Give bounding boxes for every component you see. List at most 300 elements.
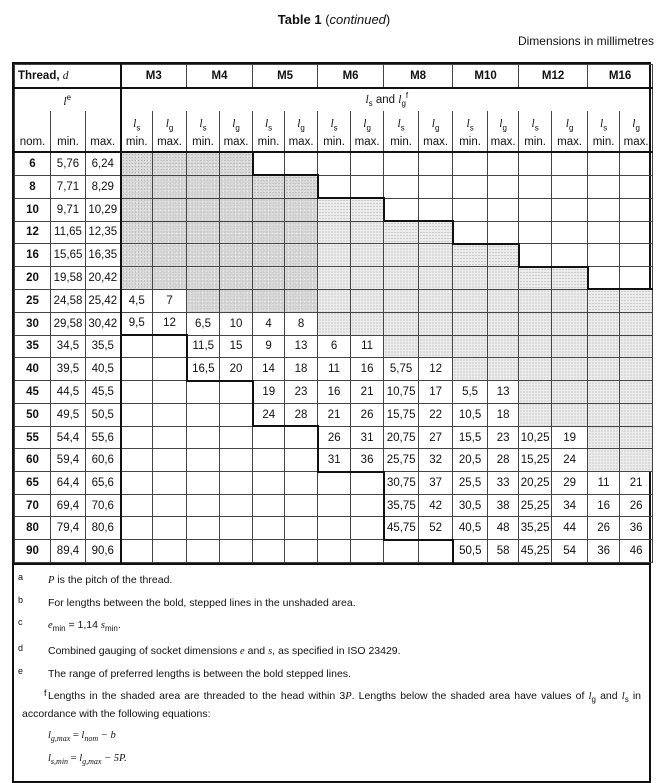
cell-m5-ls-min: 4	[253, 312, 285, 335]
cell-m6-ls-min	[318, 495, 351, 517]
cell-m10-lg-max	[488, 335, 519, 358]
lg-limit: max.	[288, 136, 314, 149]
cell-m5-ls-min: 9	[253, 335, 285, 358]
subheader-row	[15, 111, 653, 152]
length-nom: 25	[15, 289, 51, 312]
cell-m4-ls-min	[187, 495, 220, 517]
max-header: max.	[86, 111, 121, 152]
cell-m3-lg-max	[153, 358, 187, 381]
length-min: 79,4	[51, 517, 86, 540]
cell-m3-lg-max	[153, 267, 187, 290]
cell-m16-ls-min	[588, 358, 620, 381]
subheader-m8-ls	[384, 111, 419, 152]
cell-m5-lg-max	[285, 517, 318, 540]
cell-m16-lg-max	[620, 221, 653, 244]
cell-m8-lg-max	[419, 175, 453, 198]
cell-m8-lg-max: 27	[419, 426, 453, 449]
cell-m16-lg-max	[620, 426, 653, 449]
lg-sub: g	[635, 123, 640, 133]
cell-m5-lg-max	[285, 289, 318, 312]
and-text: and	[375, 93, 396, 106]
cell-m8-lg-max	[419, 198, 453, 221]
cell-m16-lg-max	[620, 335, 653, 358]
cell-m12-lg-max	[552, 221, 588, 244]
cell-m4-ls-min: 11,5	[187, 335, 220, 358]
cell-m12-lg-max: 44	[552, 517, 588, 540]
length-max: 60,6	[86, 449, 121, 472]
cell-m6-lg-max: 31	[351, 426, 384, 449]
cell-m8-ls-min	[384, 289, 419, 312]
cell-m4-ls-min	[187, 449, 220, 472]
cell-m8-ls-min	[384, 198, 419, 221]
cell-m3-lg-max	[153, 540, 187, 563]
ls-sub: s	[368, 99, 373, 109]
cell-m6-lg-max	[351, 495, 384, 517]
cell-m3-ls-min: 9,5	[121, 312, 153, 335]
ls-symbol: l	[599, 117, 604, 130]
ls-limit: min.	[192, 136, 214, 149]
thread-m10: M10	[453, 65, 519, 89]
cell-m4-lg-max	[220, 517, 253, 540]
cell-m3-lg-max	[153, 221, 187, 244]
cell-m4-lg-max	[220, 198, 253, 221]
cell-m12-lg-max	[552, 198, 588, 221]
thread-m6: M6	[318, 65, 384, 89]
cell-m8-lg-max	[419, 312, 453, 335]
table-title: Table 1 (continued)	[277, 12, 391, 27]
eq2-rest: − 5P.	[101, 753, 127, 765]
cell-m10-lg-max	[488, 244, 519, 267]
thread-m16: M16	[588, 65, 653, 89]
cell-m8-lg-max	[419, 540, 453, 563]
ls-symbol: l	[466, 117, 470, 130]
ls-symbol: l	[531, 117, 535, 130]
eq2-lhs-sub: s,min	[50, 757, 69, 767]
footnote-e-text: The range of preferred lengths is between the bold stepped lines.	[48, 668, 351, 681]
cell-m4-lg-max: 15	[220, 335, 253, 358]
length-max: 20,42	[86, 267, 121, 290]
cell-m4-ls-min	[187, 540, 220, 563]
cell-m3-lg-max	[153, 381, 187, 404]
cell-m8-lg-max: 42	[419, 495, 453, 517]
cell-m4-lg-max	[220, 472, 253, 495]
cell-m6-ls-min	[318, 175, 351, 198]
eq1-r1-sub: nom	[84, 734, 99, 744]
lg-limit: max.	[423, 136, 449, 149]
footnote-c-s: s	[100, 619, 105, 631]
table-row	[15, 335, 653, 358]
cell-m16-ls-min: 11	[588, 472, 620, 495]
cell-m8-lg-max	[419, 152, 453, 175]
footnotes	[14, 563, 649, 781]
length-nom: 8	[15, 175, 51, 198]
cell-m8-lg-max	[419, 244, 453, 267]
cell-m3-ls-min: 4,5	[121, 289, 153, 312]
cell-m12-lg-max	[552, 312, 588, 335]
cell-m12-ls-min	[519, 267, 552, 290]
cell-m12-lg-max	[552, 358, 588, 381]
cell-m16-lg-max: 21	[620, 472, 653, 495]
footnote-d-e: e	[240, 646, 245, 658]
ls-symbol: l	[397, 117, 401, 130]
table-row	[15, 221, 653, 244]
ls-limit: min.	[125, 136, 148, 149]
cell-m12-lg-max: 34	[552, 495, 588, 517]
lg-symbol: l	[431, 117, 435, 130]
subheader-m8-lg	[419, 111, 453, 152]
subheader-m6-ls	[318, 111, 351, 152]
cell-m6-lg-max	[351, 267, 384, 290]
dimensions-note: Dimensions in millimetres	[517, 34, 654, 48]
cell-m6-ls-min	[318, 517, 351, 540]
cell-m16-lg-max	[620, 312, 653, 335]
eq2-r1-sub: g,max	[82, 757, 102, 767]
cell-m8-ls-min	[384, 312, 419, 335]
subheader-m10-lg	[488, 111, 519, 152]
cell-m12-lg-max	[552, 267, 588, 290]
cell-m5-lg-max	[285, 198, 318, 221]
cell-m10-lg-max: 18	[488, 403, 519, 426]
cell-m10-ls-min	[453, 289, 488, 312]
cell-m8-ls-min	[384, 152, 419, 175]
cell-m4-ls-min	[187, 403, 220, 426]
cell-m6-lg-max: 21	[351, 381, 384, 404]
table-row	[15, 403, 653, 426]
ls-sub: s	[603, 123, 608, 133]
cell-m12-lg-max	[552, 244, 588, 267]
cell-m16-lg-max	[620, 198, 653, 221]
cell-m3-lg-max	[153, 335, 187, 358]
ls-sub: s	[136, 123, 141, 133]
cell-m10-lg-max	[488, 152, 519, 175]
length-max: 10,29	[86, 198, 121, 221]
lg-symbol: l	[165, 117, 169, 130]
cell-m6-lg-max	[351, 517, 384, 540]
eq1-rest: − b	[98, 730, 116, 742]
footnote-b-mark: b	[18, 594, 24, 605]
cell-m4-ls-min	[187, 381, 220, 404]
dimensions-table	[12, 62, 651, 783]
cell-m10-ls-min: 50,5	[453, 540, 488, 563]
thread-symbol: d	[62, 70, 69, 82]
footnote-d-mark: d	[18, 643, 24, 654]
cell-m5-lg-max: 28	[285, 403, 318, 426]
cell-m4-lg-max	[220, 403, 253, 426]
cell-m6-lg-max	[351, 152, 384, 175]
cell-m4-lg-max	[220, 449, 253, 472]
cell-m5-lg-max	[285, 221, 318, 244]
cell-m8-lg-max	[419, 335, 453, 358]
cell-m10-ls-min: 15,5	[453, 426, 488, 449]
cell-m5-ls-min	[253, 289, 285, 312]
cell-m8-lg-max: 52	[419, 517, 453, 540]
length-min: 39,5	[51, 358, 86, 381]
cell-m6-ls-min	[318, 221, 351, 244]
cell-m12-ls-min	[519, 289, 552, 312]
cell-m12-ls-min: 10,25	[519, 426, 552, 449]
cell-m16-ls-min	[588, 244, 620, 267]
cell-m16-lg-max: 46	[620, 540, 653, 563]
length-nom: 45	[15, 381, 51, 404]
length-min: 5,76	[51, 152, 86, 175]
cell-m3-ls-min	[121, 335, 153, 358]
cell-m16-ls-min	[588, 289, 620, 312]
footnote-d-text2: and	[244, 645, 269, 658]
cell-m16-ls-min	[588, 403, 620, 426]
cell-m12-ls-min	[519, 221, 552, 244]
lg-sub: g	[502, 123, 507, 133]
lg-sub: g	[401, 99, 406, 109]
cell-m4-lg-max	[220, 381, 253, 404]
cell-m4-lg-max	[220, 495, 253, 517]
cell-m8-ls-min	[384, 267, 419, 290]
cell-m4-lg-max: 20	[220, 358, 253, 381]
cell-m5-ls-min	[253, 472, 285, 495]
footnote-c-mark: c	[18, 616, 23, 627]
cell-m8-ls-min: 15,75	[384, 403, 419, 426]
cell-m5-ls-min	[253, 495, 285, 517]
cell-m6-ls-min	[318, 472, 351, 495]
cell-m10-ls-min	[453, 358, 488, 381]
table-row	[15, 312, 653, 335]
table-row	[15, 517, 653, 540]
cell-m12-ls-min	[519, 403, 552, 426]
cell-m4-ls-min: 16,5	[187, 358, 220, 381]
cell-m5-ls-min: 14	[253, 358, 285, 381]
nom-header: nom.	[15, 111, 51, 152]
thread-m5: M5	[253, 65, 318, 89]
cell-m10-ls-min: 25,5	[453, 472, 488, 495]
eq1-lhs: l	[48, 730, 51, 742]
length-max: 8,29	[86, 175, 121, 198]
cell-m3-lg-max	[153, 472, 187, 495]
cell-m10-ls-min	[453, 198, 488, 221]
ls-sub: s	[534, 123, 539, 133]
cell-m12-ls-min: 35,25	[519, 517, 552, 540]
table-row	[15, 540, 653, 563]
footnote-c-mid: = 1,14	[65, 618, 101, 631]
cell-m8-ls-min: 20,75	[384, 426, 419, 449]
cell-m8-ls-min: 45,75	[384, 517, 419, 540]
subheader-m5-lg	[285, 111, 318, 152]
cell-m10-lg-max	[488, 358, 519, 381]
length-max: 6,24	[86, 152, 121, 175]
cell-m16-lg-max	[620, 449, 653, 472]
cell-m10-ls-min: 5,5	[453, 381, 488, 404]
thread-m8: M8	[384, 65, 453, 89]
length-label-cell	[15, 88, 121, 111]
ls-sub: s	[268, 123, 273, 133]
ls-limit: min.	[323, 136, 345, 149]
lg-sub: g	[568, 123, 574, 133]
table-row	[15, 449, 653, 472]
cell-m8-ls-min	[384, 244, 419, 267]
cell-m5-ls-min	[253, 244, 285, 267]
cell-m4-lg-max: 10	[220, 312, 253, 335]
subheader-m3-lg	[153, 111, 187, 152]
footnote-f-text3: and	[595, 690, 622, 703]
cell-m6-ls-min	[318, 152, 351, 175]
cell-m8-lg-max: 17	[419, 381, 453, 404]
subheader-m10-ls	[453, 111, 488, 152]
cell-m10-lg-max: 33	[488, 472, 519, 495]
cell-m6-lg-max	[351, 472, 384, 495]
cell-m12-ls-min	[519, 381, 552, 404]
cell-m10-lg-max	[488, 221, 519, 244]
table-title-main: Table 1	[277, 12, 322, 27]
length-max: 25,42	[86, 289, 121, 312]
lg-limit: max.	[623, 136, 649, 149]
cell-m10-ls-min	[453, 335, 488, 358]
length-nom: 20	[15, 267, 51, 290]
cell-m16-lg-max: 36	[620, 517, 653, 540]
length-nom: 10	[15, 198, 51, 221]
length-max: 50,5	[86, 403, 121, 426]
lg-symbol: l	[398, 93, 402, 106]
footnote-f-ls-sub: s	[624, 695, 629, 705]
subheader-m4-ls	[187, 111, 220, 152]
length-max: 40,5	[86, 358, 121, 381]
thread-label-cell	[15, 65, 121, 89]
length-nom: 30	[15, 312, 51, 335]
length-min: 89,4	[51, 540, 86, 563]
lg-symbol: l	[632, 117, 636, 130]
cell-m4-ls-min	[187, 198, 220, 221]
cell-m10-lg-max: 38	[488, 495, 519, 517]
length-min: 11,65	[51, 221, 86, 244]
cell-m4-ls-min	[187, 244, 220, 267]
cell-m8-lg-max	[419, 221, 453, 244]
cell-m6-ls-min: 26	[318, 426, 351, 449]
cell-m8-ls-min	[384, 335, 419, 358]
cell-m5-lg-max	[285, 244, 318, 267]
cell-m5-lg-max: 23	[285, 381, 318, 404]
cell-m16-ls-min	[588, 449, 620, 472]
cell-m3-ls-min	[121, 449, 153, 472]
thread-label: Thread,	[18, 70, 60, 82]
cell-m4-ls-min	[187, 221, 220, 244]
cell-m3-ls-min	[121, 517, 153, 540]
cell-m10-ls-min: 30,5	[453, 495, 488, 517]
length-max: 55,6	[86, 426, 121, 449]
footnote-c-sub2: min	[104, 624, 118, 634]
eq1-equals: =	[70, 730, 82, 742]
cell-m5-lg-max: 8	[285, 312, 318, 335]
cell-m6-ls-min	[318, 312, 351, 335]
ls-sub: s	[400, 123, 405, 133]
table-row	[15, 495, 653, 517]
table-row	[15, 244, 653, 267]
length-max: 35,5	[86, 335, 121, 358]
cell-m10-ls-min: 40,5	[453, 517, 488, 540]
lg-symbol: l	[565, 117, 569, 130]
footnote-f-text2: . Lengths below the shaded area have values of	[351, 690, 589, 703]
cell-m3-ls-min	[121, 426, 153, 449]
cell-m4-ls-min	[187, 517, 220, 540]
ls-limit: min.	[257, 136, 280, 149]
thread-m3: M3	[121, 65, 187, 89]
length-max: 90,6	[86, 540, 121, 563]
ls-lg-footnote-mark: f	[405, 91, 409, 100]
cell-m12-ls-min	[519, 244, 552, 267]
cell-m4-ls-min	[187, 426, 220, 449]
cell-m16-ls-min	[588, 381, 620, 404]
cell-m6-lg-max: 26	[351, 403, 384, 426]
ls-limit: min.	[524, 136, 546, 149]
ls-limit: min.	[592, 136, 615, 149]
cell-m10-lg-max	[488, 267, 519, 290]
cell-m6-ls-min	[318, 198, 351, 221]
length-nom: 80	[15, 517, 51, 540]
lg-sub: g	[235, 123, 240, 133]
cell-m5-ls-min	[253, 517, 285, 540]
table-row	[15, 152, 653, 175]
cell-m6-ls-min	[318, 267, 351, 290]
thread-m4: M4	[187, 65, 253, 89]
length-max: 70,6	[86, 495, 121, 517]
cell-m12-ls-min: 25,25	[519, 495, 552, 517]
cell-m10-lg-max	[488, 198, 519, 221]
cell-m10-lg-max: 13	[488, 381, 519, 404]
subheader-m5-ls	[253, 111, 285, 152]
footnote-c-e: e	[48, 619, 53, 631]
cell-m3-lg-max	[153, 426, 187, 449]
subheader-m16-ls	[588, 111, 620, 152]
cell-m4-lg-max	[220, 426, 253, 449]
cell-m8-ls-min: 25,75	[384, 449, 419, 472]
ls-symbol: l	[365, 93, 369, 106]
cell-m10-ls-min	[453, 244, 488, 267]
cell-m10-ls-min	[453, 267, 488, 290]
table-row	[15, 175, 653, 198]
cell-m5-lg-max	[285, 472, 318, 495]
cell-m16-ls-min	[588, 198, 620, 221]
cell-m12-lg-max	[552, 289, 588, 312]
cell-m8-ls-min	[384, 175, 419, 198]
footnote-a	[18, 571, 641, 588]
length-footnote-mark: e	[66, 93, 72, 103]
table-row	[15, 198, 653, 221]
cell-m3-ls-min	[121, 198, 153, 221]
footnote-d-text3: , as specified in ISO 23429.	[272, 645, 401, 658]
length-nom: 55	[15, 426, 51, 449]
cell-m10-ls-min	[453, 221, 488, 244]
thread-length-table	[14, 64, 653, 563]
cell-m5-lg-max	[285, 175, 318, 198]
cell-m12-ls-min: 15,25	[519, 449, 552, 472]
cell-m3-ls-min	[121, 244, 153, 267]
cell-m8-lg-max: 12	[419, 358, 453, 381]
cell-m12-ls-min	[519, 175, 552, 198]
cell-m3-lg-max	[153, 175, 187, 198]
cell-m3-lg-max	[153, 152, 187, 175]
cell-m8-lg-max	[419, 267, 453, 290]
cell-m3-lg-max	[153, 517, 187, 540]
cell-m12-lg-max	[552, 403, 588, 426]
cell-m5-lg-max	[285, 495, 318, 517]
ls-sub: s	[202, 123, 207, 133]
ls-limit: min.	[459, 136, 481, 149]
footnote-c-sub1: min	[52, 624, 66, 634]
lg-limit: max.	[354, 136, 380, 149]
cell-m3-ls-min	[121, 540, 153, 563]
length-nom: 12	[15, 221, 51, 244]
ls-symbol: l	[264, 117, 269, 130]
cell-m6-lg-max	[351, 175, 384, 198]
length-min: 7,71	[51, 175, 86, 198]
cell-m8-lg-max: 37	[419, 472, 453, 495]
cell-m8-lg-max	[419, 289, 453, 312]
